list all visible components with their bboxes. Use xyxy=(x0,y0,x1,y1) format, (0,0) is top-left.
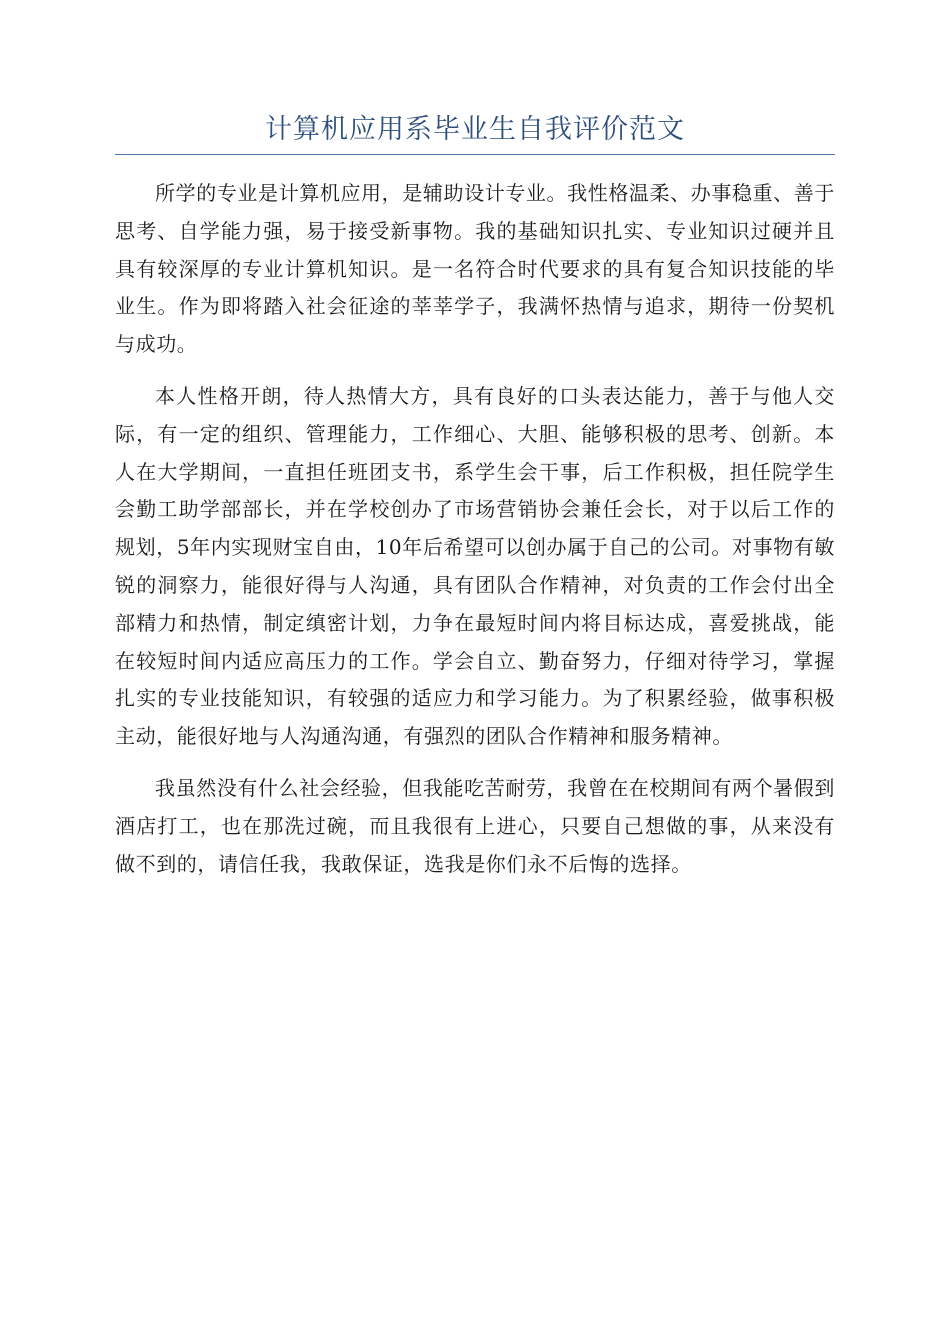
paragraph-3: 我虽然没有什么社会经验，但我能吃苦耐劳，我曾在在校期间有两个暑假到酒店打工，也在那洗过碗，而且我很有上进心，只要自己想做的事，从来没有做不到的，请信任我，我敢保证，选我是你们永不后悔的选择。 xyxy=(115,775,835,876)
document-body xyxy=(115,175,835,897)
paragraph-1: 所学的专业是计算机应用，是辅助设计专业。我性格温柔、办事稳重、善于思考、自学能力强，易于接受新事物。我的基础知识扎实、专业知识过硬并且具有较深厚的专业计算机知识。是一名符合时代要求的具有复合知识技能的毕业生。作为即将踏入社会征途的莘莘学子，我满怀热情与追求，期待一份契机与成功。 xyxy=(115,181,835,357)
paragraph-2: 本人性格开朗，待人热情大方，具有良好的口头表达能力，善于与他人交际，有一定的组织、管理能力，工作细心、大胆、能够积极的思考、创新。本人在大学期间，一直担任班团支书，系学生会干事，后工作积极，担任院学生会勤工助学部部长，并在学校创办了市场营销协会兼任会长，对于以后工作的规划，5年内实现财宝自由，10年后希望可以创办属于自己的公司。对事物有敏锐的洞察力，能很好得与人沟通，具有团队合作精神，对负责的工作会付出全部精力和热情，制定缜密计划，力争在最短时间内将目标达成，喜爱挑战，能在较短时间内适应高压力的工作。学会自立、勤奋努力，仔细对待学习，掌握扎实的专业技能知识，有较强的适应力和学习能力。为了积累经验，做事积极主动，能很好地与人沟通沟通，有强烈的团队合作精神和服务精神。 xyxy=(115,383,835,749)
title-underline xyxy=(115,154,835,155)
page-title: 计算机应用系毕业生自我评价范文 xyxy=(265,114,685,145)
title-block xyxy=(115,108,835,155)
